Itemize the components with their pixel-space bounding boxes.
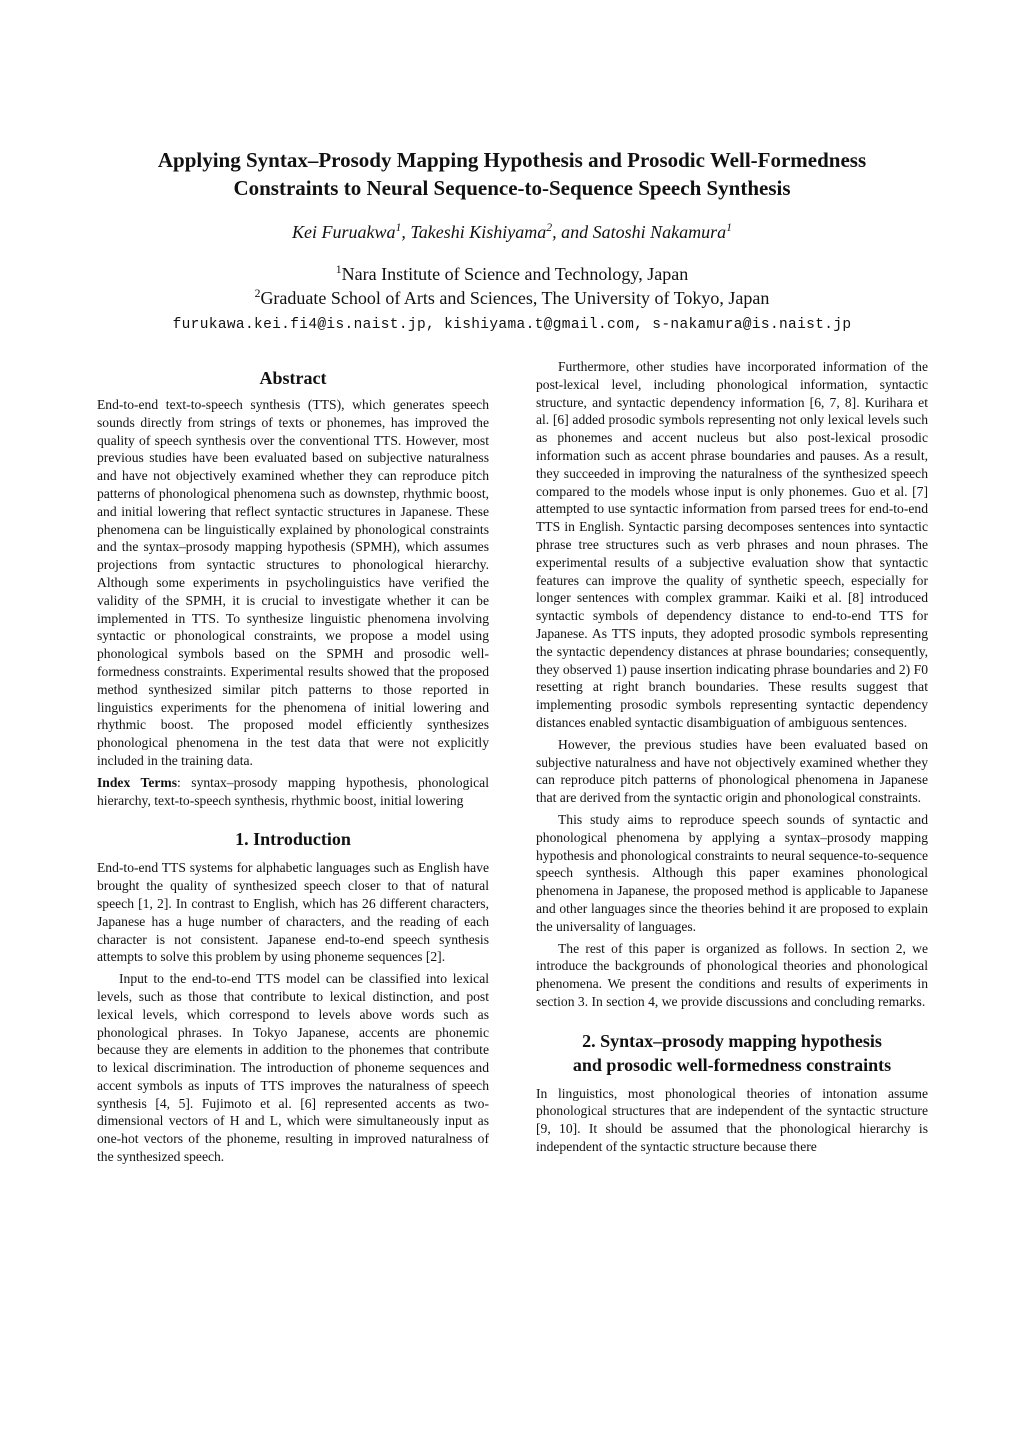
index-terms-text: : syntax–prosody mapping hypothesis, phonological hierarchy, text-to-speech synthesis, rhythmic boost, initial lowering (97, 774, 489, 808)
author-separator: , and (552, 222, 593, 242)
index-terms-label: Index Terms (97, 774, 177, 790)
intro-paragraph-1: End-to-end TTS systems for alphabetic languages such as English have brought the quality of synthesized speech closer to that of natural speech [1, 2]. In contrast to English, which has 26 different characters, Japanese has a huge number of characters, and the reading of each character is not consistent. Japanese end-to-end speech synthesis attempts to solve this problem by using phoneme sequences [2]. (97, 860, 489, 965)
affiliation-mark: 1 (335, 263, 342, 276)
author-affil-mark: 1 (726, 221, 732, 234)
author-list (60, 220, 964, 244)
abstract-text: End-to-end text-to-speech synthesis (TTS), which generates speech sounds directly from strings of texts or phonemes, has improved the quality of speech synthesis over the conventional TTS. However, most previous studies have been evaluated based on subjective naturalness and have not objectively examined whether they can reproduce pitch patterns of phonological phenomena such as downstep, rhythmic boost, and initial lowering that reflect syntactic structures in Japanese. These phenomena can be linguistically explained by phonological constraints and the syntax–prosody mapping hypothesis (SPMH), which assumes projections from syntactic structures to phonological hierarchy. Although some experiments in psycholinguistics have verified the validity of the SPMH, it is crucial to investigate whether it can be implemented in TTS. To synthesize linguistic phenomena involving syntactic or phonological constraints, we propose a model using phonological symbols based on the SPMH and prosodic well-formedness constraints. Experimental results showed that the proposed method synthesized similar pitch patterns to those reported in linguistics experiments for the phenomena of initial lowering and rhythmic boost. The proposed model efficiently synthesizes phonological phenomena in the test data that were not explicitly included in the training data. (97, 397, 489, 768)
paper-title (60, 146, 964, 202)
affiliation-text: Graduate School of Arts and Sciences, The University of Tokyo, Japan (260, 288, 770, 308)
index-terms (97, 774, 489, 810)
affiliation-2 (60, 286, 964, 310)
affiliation-1 (60, 262, 964, 286)
author-emails: furukawa.kei.fi4@is.naist.jp, kishiyama.t@gmail.com, s-nakamura@is.naist.jp (172, 317, 852, 333)
right-column (536, 358, 928, 1160)
author-affil-mark: 2 (546, 221, 553, 234)
body-paragraph-3: This study aims to reproduce speech sounds of syntactic and phonological phenomena by applying a syntax–prosody mapping hypothesis and phonological constraints to neural sequence-to-sequence speech synthesis. Although this paper examines phonological phenomena in Japanese, the proposed method is applicable to Japanese and other languages since the theories behind it are proposed to explain the universality of languages. (536, 811, 928, 934)
author-name: Satoshi Nakamura (592, 222, 727, 242)
author-name: Kei Furuakwa (292, 222, 396, 242)
affiliations (60, 262, 964, 310)
intro-heading: 1. Introduction (235, 829, 351, 850)
intro-paragraph-2: Input to the end-to-end TTS model can be classified into lexical levels, such as those that contribute to lexical distinction, and post lexical levels, which correspond to levels above words such as phonological phrases. In Tokyo Japanese, accents are phonemic because they are elements in addition to the phonemes that contribute to lexical discrimination. The introduction of phoneme sequences and accent symbols as inputs of TTS improves the naturalness of speech synthesis [4, 5]. Fujimoto et al. [6] represented accents as two-dimensional vectors of H and L, which were simultaneously input as one-hot vectors of the phoneme, resulting in improved naturalness of the synthesized speech. (97, 971, 489, 1165)
left-column (97, 366, 489, 1170)
body-paragraph-4: The rest of this paper is organized as follows. In section 2, we introduce the backgrounds of phonological theories and phonological phenomena. We present the conditions and results of experiments in section 3. In section 4, we provide discussions and concluding remarks. (536, 940, 928, 1009)
body-paragraph-1: Furthermore, other studies have incorporated information of the post-lexical level, including phonological information, syntactic structure, and syntactic dependency information [6, 7, 8]. Kurihara et al. [6] added prosodic symbols representing not only lexical levels such as phonemes and accent nucleus but also post-lexical prosodic information such as accent phrase boundaries and pauses. As a result, they succeeded in improving the naturalness of the synthesized speech compared to the models whose input is only phonemes. Guo et al. [7] attempted to use syntactic information from parsed trees for end-to-end TTS in English. Syntactic parsing decomposes sentences into syntactic phrase tree structures such as verb phrases and noun phrases. The experimental results of a subjective evaluation show that syntactic features can improve the quality of synthetic speech, especially for longer sentences with complex grammar. Kaiki et al. [8] introduced syntactic symbols of dependency distance to end-to-end TTS for Japanese. As TTS inputs, they adopted prosodic symbols representing the syntactic dependency distances at phrase boundaries; consequently, they observed 1) pause insertion indicating phrase boundaries and 2) F0 resetting at right branch boundaries. These results suggest that implementing prosodic symbols representing syntactic dependency distances enabled syntactic disambiguation of ambiguous sentences. (536, 359, 928, 730)
title-line-1: Applying Syntax–Prosody Mapping Hypothesis and Prosodic Well-Formedness (157, 148, 867, 172)
section-2-heading-line-2: and prosodic well-formedness constraints (572, 1054, 892, 1075)
author-name: Takeshi Kishiyama (410, 222, 547, 242)
section-2-paragraph-1: In linguistics, most phonological theories of intonation assume phonological structures that are independent of the syntactic structure [9, 10]. It should be assumed that the phonological hierarchy is independent of the syntactic structure because there (536, 1085, 928, 1155)
body-paragraph-2: However, the previous studies have been evaluated based on subjective naturalness and have not objectively examined whether they can reproduce pitch patterns of phonological phenomena in Japanese that are derived from the syntactic origin and phonological constraints. (536, 736, 928, 806)
section-2-heading (536, 1029, 928, 1077)
title-line-2: Constraints to Neural Sequence-to-Sequence Speech Synthesis (233, 176, 791, 200)
affiliation-mark: 2 (254, 287, 261, 300)
author-affil-mark: 1 (395, 221, 402, 234)
section-2-heading-line-1: 2. Syntax–prosody mapping hypothesis (582, 1030, 882, 1051)
author-separator: , (401, 222, 411, 242)
abstract-heading: Abstract (259, 368, 327, 388)
affiliation-text: Nara Institute of Science and Technology, Japan (341, 264, 689, 284)
